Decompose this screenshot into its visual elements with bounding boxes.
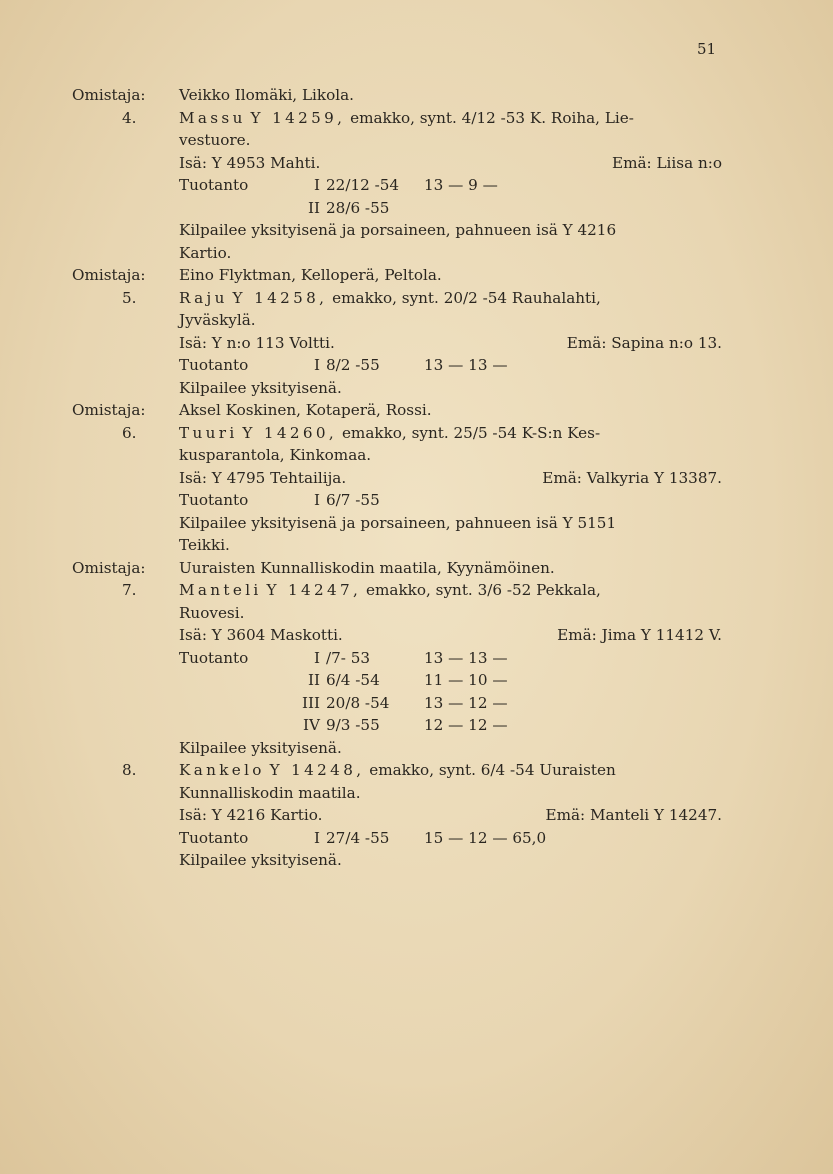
animal-heading bbox=[179, 287, 601, 310]
owner-name: Eino Flyktman, Kelloperä, Peltola. bbox=[179, 266, 442, 284]
text-line bbox=[72, 579, 722, 602]
text-line bbox=[72, 467, 722, 490]
registry-number: Y 14259, bbox=[250, 108, 346, 127]
entry-number: 8. bbox=[122, 761, 137, 779]
birth-info: emakko, synt. 4/12 -53 K. Roiha, Lie- bbox=[350, 108, 634, 127]
litter-date: 8/2 -55 bbox=[326, 356, 380, 374]
litter-date: 9/3 -55 bbox=[326, 716, 380, 734]
litter-number: III bbox=[302, 693, 320, 712]
owner-label: Omistaja: bbox=[72, 266, 146, 284]
litter-number: II bbox=[308, 198, 320, 217]
text-line bbox=[72, 84, 722, 107]
birth-info: emakko, synt. 25/5 -54 K-S:n Kes- bbox=[341, 423, 601, 442]
birth-info: emakko, synt. 20/2 -54 Rauhalahti, bbox=[332, 288, 601, 307]
text-line bbox=[72, 422, 722, 445]
birth-place: Jyväskylä. bbox=[179, 311, 256, 329]
text-line bbox=[72, 377, 722, 400]
animal-name: Massu bbox=[179, 108, 246, 127]
owner-label: Omistaja: bbox=[72, 401, 146, 419]
entries-list bbox=[72, 84, 722, 872]
text-line bbox=[72, 692, 722, 715]
mother: Emä: Jima Y 11412 V. bbox=[557, 626, 722, 644]
text-line bbox=[72, 152, 722, 175]
litter-date: 6/7 -55 bbox=[326, 491, 380, 509]
animal-heading bbox=[179, 759, 616, 782]
text-line bbox=[72, 714, 722, 737]
litter-number: I bbox=[314, 176, 320, 194]
text-line bbox=[72, 489, 722, 512]
text-line bbox=[72, 197, 722, 220]
owner-label: Omistaja: bbox=[72, 86, 146, 104]
father: Isä: Y n:o 113 Voltti. bbox=[179, 333, 335, 352]
animal-heading bbox=[179, 422, 600, 445]
father: Isä: Y 4216 Kartio. bbox=[179, 806, 323, 824]
litter-result: 13 — 9 — bbox=[424, 176, 498, 194]
litter-number: I bbox=[314, 356, 320, 374]
competes-note: Kilpailee yksityisenä. bbox=[179, 738, 342, 757]
birth-place: kusparantola, Kinkomaa. bbox=[179, 446, 372, 464]
animal-name: Manteli bbox=[179, 581, 262, 599]
entry-number: 7. bbox=[122, 581, 137, 599]
birth-info: emakko, synt. 6/4 -54 Uuraisten bbox=[369, 761, 616, 779]
father: Isä: Y 3604 Maskotti. bbox=[179, 626, 343, 644]
registry-number: Y 14258, bbox=[232, 288, 328, 307]
text-line bbox=[72, 399, 722, 422]
text-line bbox=[72, 309, 722, 332]
text-line bbox=[72, 624, 722, 647]
father: Isä: Y 4795 Tehtailija. bbox=[179, 468, 347, 487]
animal-name: Raju bbox=[179, 288, 228, 307]
text-line bbox=[72, 264, 722, 287]
litter-date: /7- 53 bbox=[326, 648, 371, 667]
text-line bbox=[72, 444, 722, 467]
birth-place: Kunnalliskodin maatila. bbox=[179, 783, 361, 802]
text-line bbox=[72, 647, 722, 670]
litter-number: I bbox=[314, 491, 320, 509]
litter-number: II bbox=[308, 671, 320, 689]
owner-name: Veikko Ilomäki, Likola. bbox=[179, 86, 354, 104]
text-line bbox=[72, 557, 722, 580]
animal-name: Kankelo bbox=[179, 761, 265, 779]
litter-result: 12 — 12 — bbox=[424, 716, 508, 734]
production-label: Tuotanto bbox=[179, 491, 249, 509]
mother: Emä: Valkyria Y 13387. bbox=[542, 468, 722, 487]
entry-number: 4. bbox=[122, 108, 137, 127]
competes-note: Kilpailee yksityisenä ja porsaineen, pahnueen isä Y 4216 bbox=[179, 221, 617, 239]
owner-name: Uuraisten Kunnalliskodin maatila, Kyynämöinen. bbox=[179, 558, 555, 577]
owner-name: Aksel Koskinen, Kotaperä, Rossi. bbox=[179, 401, 432, 419]
competes-note-cont: Teikki. bbox=[179, 536, 230, 554]
litter-result: 11 — 10 — bbox=[424, 671, 508, 689]
competes-note: Kilpailee yksityisenä. bbox=[179, 851, 342, 869]
text-line bbox=[72, 129, 722, 152]
registry-number: Y 14247, bbox=[266, 581, 362, 599]
entry-number: 6. bbox=[122, 423, 137, 442]
registry-number: Y 14260, bbox=[242, 423, 338, 442]
production-label: Tuotanto bbox=[179, 828, 249, 847]
text-line bbox=[72, 242, 722, 265]
litter-date: 27/4 -55 bbox=[326, 828, 390, 847]
mother: Emä: Manteli Y 14247. bbox=[545, 806, 722, 824]
birth-info: emakko, synt. 3/6 -52 Pekkala, bbox=[366, 581, 601, 599]
text-line bbox=[72, 849, 722, 872]
litter-date: 6/4 -54 bbox=[326, 671, 380, 689]
litter-number: I bbox=[314, 828, 320, 847]
litter-result: 13 — 12 — bbox=[424, 693, 508, 712]
text-line bbox=[72, 669, 722, 692]
text-line bbox=[72, 174, 722, 197]
text-line bbox=[72, 287, 722, 310]
litter-result: 13 — 13 — bbox=[424, 648, 508, 667]
text-line bbox=[72, 219, 722, 242]
production-label: Tuotanto bbox=[179, 176, 249, 194]
text-line bbox=[72, 534, 722, 557]
text-line bbox=[72, 759, 722, 782]
birth-place: vestuore. bbox=[179, 131, 251, 149]
text-line bbox=[72, 804, 722, 827]
animal-heading bbox=[179, 107, 634, 130]
litter-number: I bbox=[314, 648, 320, 667]
animal-name: Tuuri bbox=[179, 423, 238, 442]
litter-date: 28/6 -55 bbox=[326, 198, 390, 217]
text-line bbox=[72, 827, 722, 850]
page-number: 51 bbox=[697, 40, 717, 58]
text-line bbox=[72, 782, 722, 805]
competes-note: Kilpailee yksityisenä. bbox=[179, 378, 342, 397]
litter-result: 15 — 12 — 65,0 bbox=[424, 828, 547, 847]
text-line bbox=[72, 737, 722, 760]
text-line bbox=[72, 602, 722, 625]
animal-heading bbox=[179, 579, 601, 602]
competes-note: Kilpailee yksityisenä ja porsaineen, pahnueen isä Y 5151 bbox=[179, 513, 617, 532]
litter-number: IV bbox=[303, 716, 320, 734]
text-line bbox=[72, 332, 722, 355]
text-line bbox=[72, 512, 722, 535]
production-label: Tuotanto bbox=[179, 356, 249, 374]
text-line bbox=[72, 107, 722, 130]
mother: Emä: Sapina n:o 13. bbox=[566, 333, 722, 352]
entry-number: 5. bbox=[122, 288, 137, 307]
litter-date: 20/8 -54 bbox=[326, 693, 390, 712]
litter-date: 22/12 -54 bbox=[326, 176, 400, 194]
production-label: Tuotanto bbox=[179, 648, 249, 667]
competes-note-cont: Kartio. bbox=[179, 243, 232, 262]
litter-result: 13 — 13 — bbox=[424, 356, 508, 374]
mother: Emä: Liisa n:o bbox=[611, 153, 722, 172]
birth-place: Ruovesi. bbox=[179, 603, 245, 622]
father: Isä: Y 4953 Mahti. bbox=[179, 153, 321, 172]
registry-number: Y 14248, bbox=[269, 761, 365, 779]
text-line bbox=[72, 354, 722, 377]
owner-label: Omistaja: bbox=[72, 558, 146, 577]
